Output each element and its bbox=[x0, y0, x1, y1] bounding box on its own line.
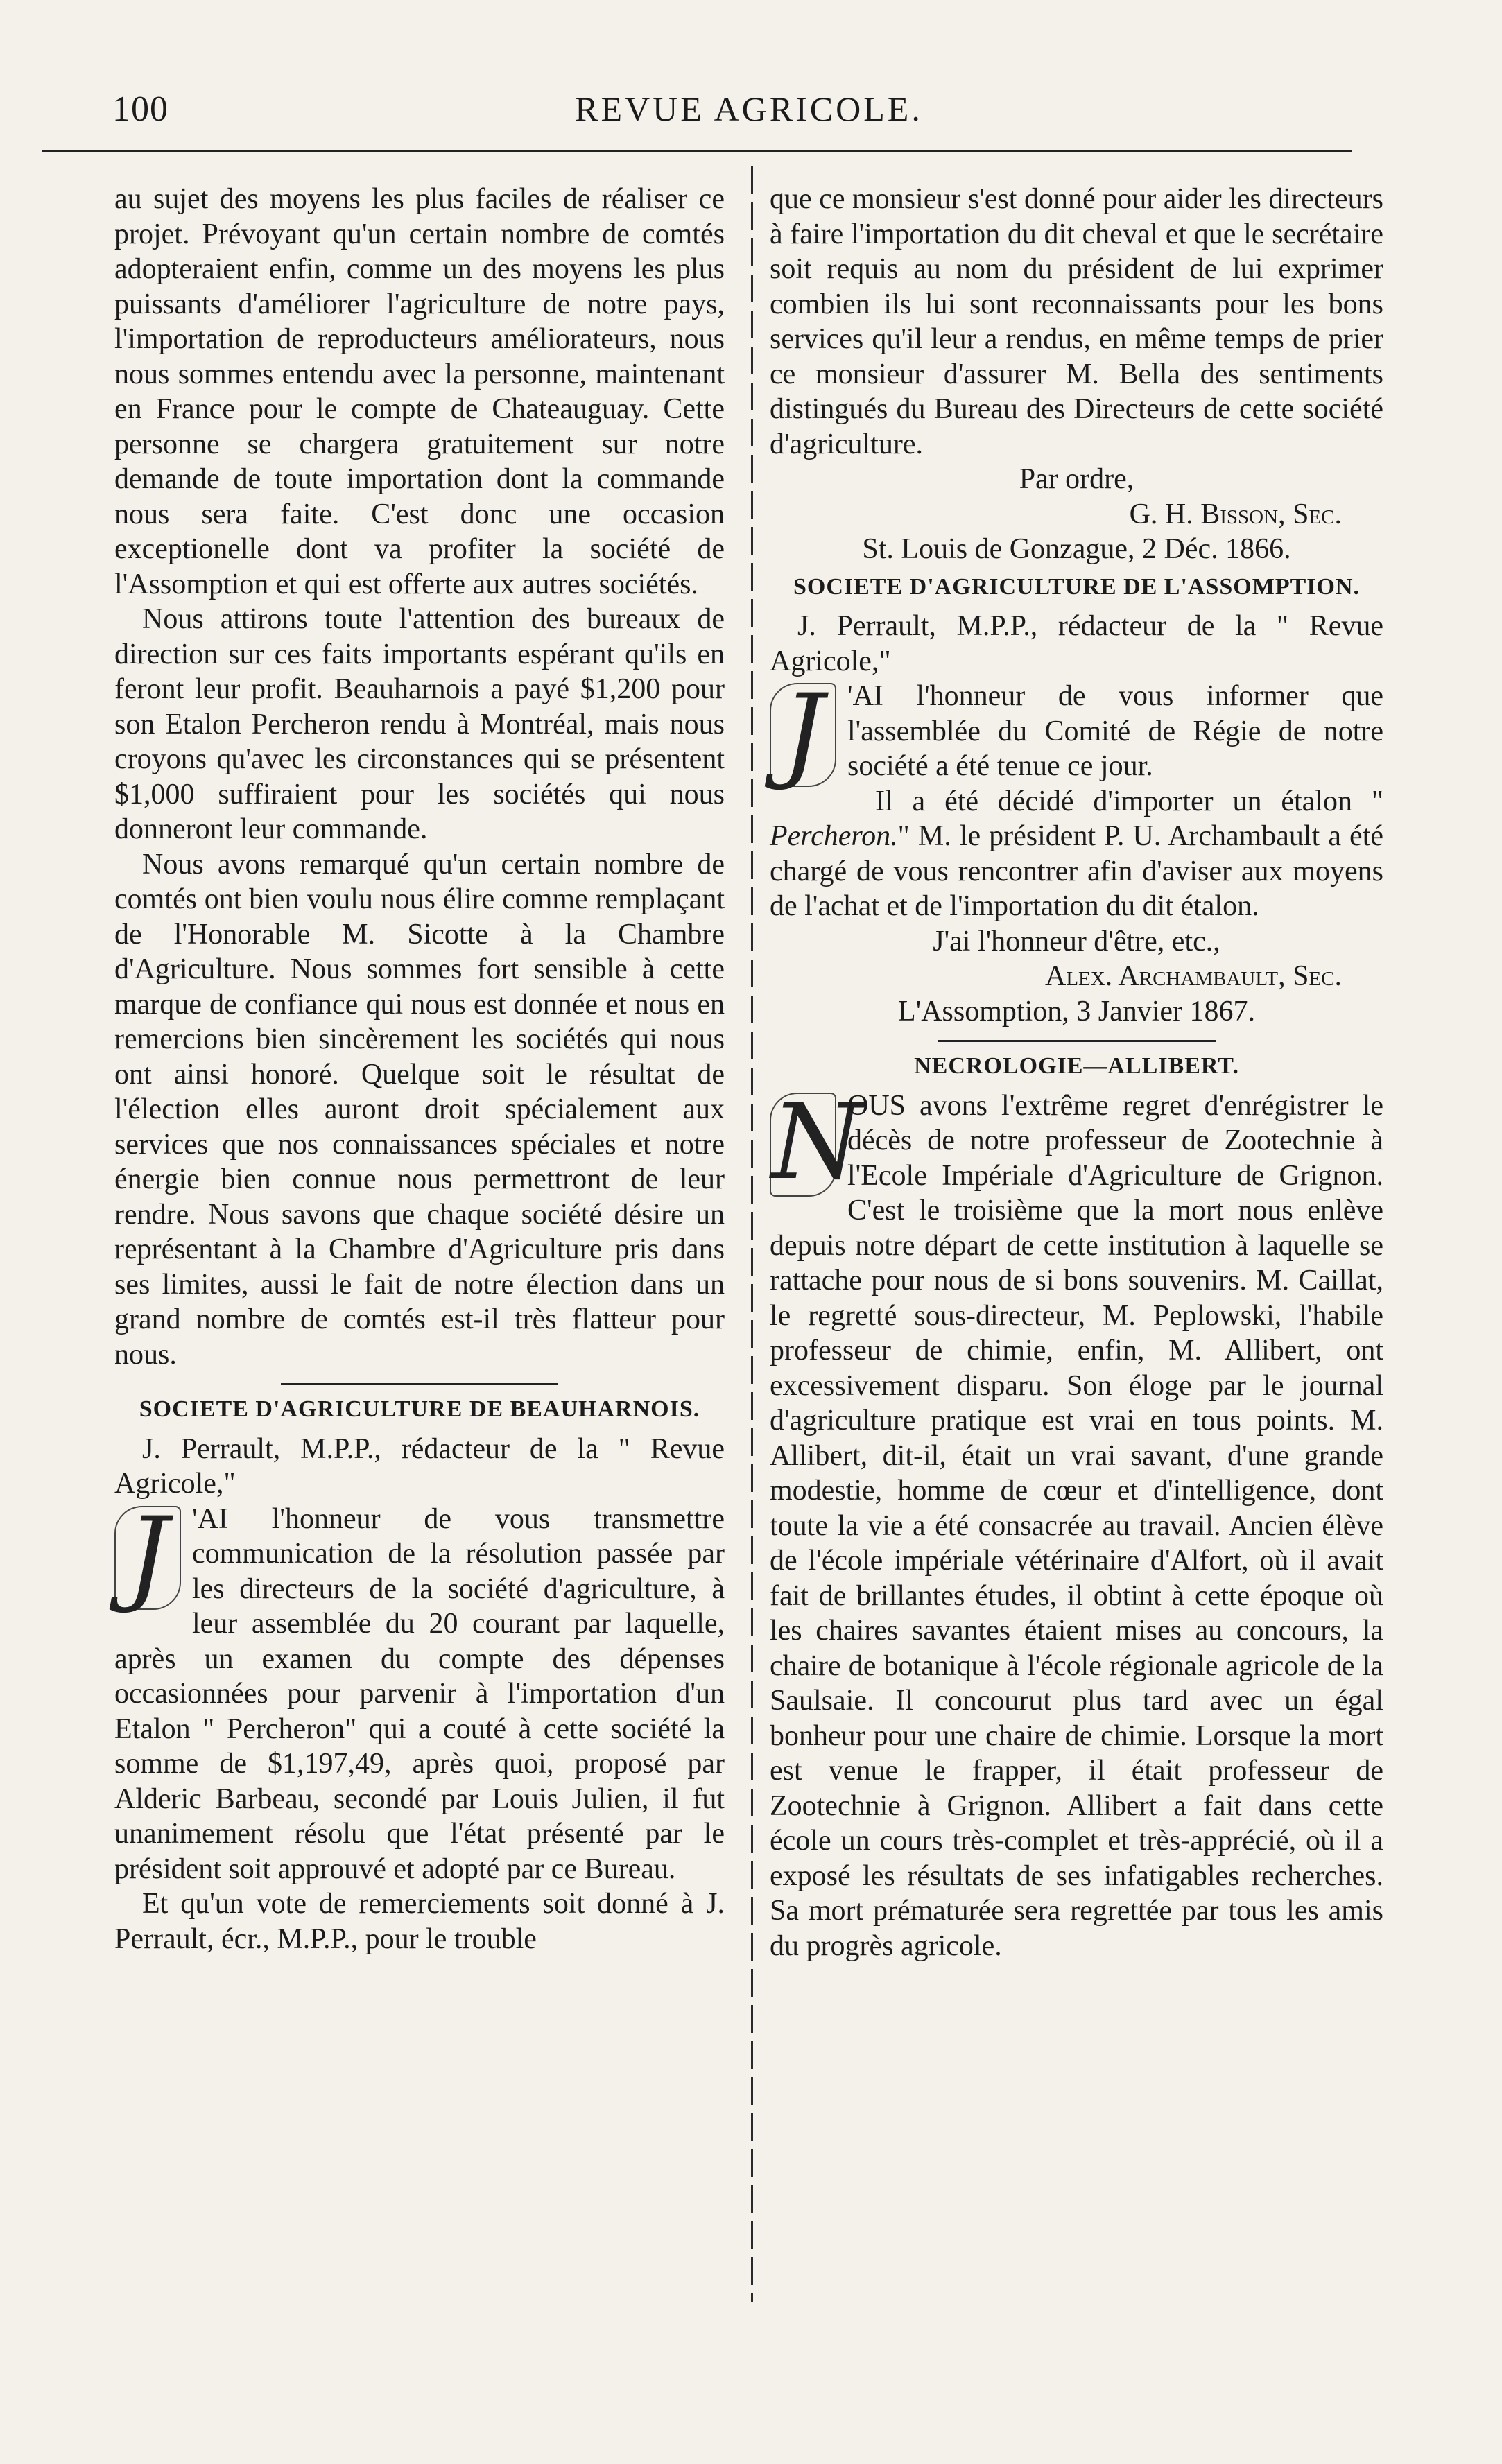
left-column bbox=[114, 182, 725, 1957]
paragraph-text: 'AI l'honneur de vous informer que l'assemblée du Comité de Régie de notre société a été tenue ce jour. bbox=[847, 680, 1383, 782]
letter-address: J. Perrault, M.P.P., rédacteur de la " Revue Agricole," bbox=[770, 610, 1383, 677]
paragraph: que ce monsieur s'est donné pour aider les directeurs à faire l'importation du dit cheval et que le secrétaire soit requis au nom du président de lui exprimer combien ils lui sont reconnaissants pour les bons services qu'il leur a rendus, en même temps de prier ce monsieur d'assurer M. Bella des sentiments distingués du Bureau des Directeurs de cette société d'agriculture. bbox=[770, 183, 1383, 460]
section-rule bbox=[281, 1383, 558, 1385]
paragraph: Nous avons remarqué qu'un certain nombre de comtés ont bien voulu nous élire comme remplaçant de l'Honorable M. Sicotte à la Chambre d'Agriculture. Nous sommes fort sensible à cette marque de confiance qui nous est donnée et nous en remercions bien sincèrement les sociétés qui nous ont ainsi honoré. Quelque soit le résultat de l'élection elles auront droit spécialement aux services que nos connaissances spéciales et notre énergie bien connue nous permettront de leur rendre. Nous savons que chaque société désire un représentant à la Chambre d'Agriculture pris dans ses limites, aussi le fait de notre élection dans un grand nombre de comtés est-il très flatteur pour nous. bbox=[114, 848, 725, 1371]
signature-line: J'ai l'honneur d'être, etc., bbox=[933, 925, 1220, 957]
column-divider bbox=[751, 166, 753, 2302]
paragraph-text: 'AI l'honneur de vous transmettre communication de la résolution passée par les directeurs de la société d'agriculture, à leur assemblée du 20 courant par laquelle, après un examen du compte des dépenses occasionnées pour parvenir à l'importation d'un Etalon " Percheron" qui a couté à cette société la somme de $1,197,49, après quoi, proposé par Alderic Barbeau, secondé par Louis Julien, il fut unanimement résolu que l'état présenté par le président soit approuvé et adopté par ce Bureau. bbox=[114, 1502, 725, 1885]
paragraph-text: OUS avons l'extrême regret d'enrégistrer le décès de notre professeur de Zootechnie à l'Ecole Impériale d'Agriculture de Grignon. C'est le troisième que la mort nous enlève depuis notre départ de cette institution à laquelle se rattache pour nous de si bons souvenirs. M. Caillat, le regretté sous-directeur, M. Peplowski, l'habile professeur de chimie, enfin, M. Allibert, ont excessivement disparu. Son éloge par le journal d'agriculture pratique est vrai en tous points. M. Allibert, dit-il, était un vrai savant, d'une grande modestie, homme de cœur et d'intelligence, dont toute la vie a été consacrée au travail. Ancien élève de l'école impériale vétérinaire d'Alfort, où il avait fait de brillantes études, il obtint à cette époque où les chaires savantes étaient mises au concours, la chaire de botanique à l'école régionale agricole de la Saulsaie. Il concourut plus tard avec un égal bonheur pour une chaire de chimie. Lorsque la mort est venue le frapper, il était professeur de Zootechnie à Grignon. Allibert a fait dans cette école un cours très-complet et très-apprécié, où il a exposé les résultats de ses infatigables recherches. Sa mort prématurée sera regrettée par tous les amis du progrès agricole. bbox=[770, 1089, 1383, 1962]
dateline: St. Louis de Gonzague, 2 Déc. 1866. bbox=[862, 533, 1291, 565]
ornate-dropcap: N bbox=[771, 1082, 863, 1203]
paragraph: Et qu'un vote de remerciements soit donné à J. Perrault, écr., M.P.P., pour le trouble bbox=[114, 1888, 725, 1955]
dateline: L'Assomption, 3 Janvier 1867. bbox=[897, 995, 1256, 1027]
paragraph-text: " M. le président P. U. Archambault a été chargé de vous rencontrer afin d'aviser aux moyens de l'achat et de l'importation du dit étalon. bbox=[770, 820, 1383, 922]
signature-line bbox=[770, 959, 1383, 994]
italic-term: Percheron. bbox=[770, 820, 898, 852]
section-title: NECROLOGIE—ALLIBERT. bbox=[914, 1053, 1239, 1079]
paragraph bbox=[770, 784, 1383, 924]
section-title: SOCIETE D'AGRICULTURE DE BEAUHARNOIS. bbox=[139, 1396, 700, 1422]
signature-line bbox=[770, 497, 1383, 532]
paragraph-text: Il a été décidé d'importer un étalon " bbox=[875, 785, 1383, 817]
header-rule bbox=[42, 150, 1352, 152]
running-title: REVUE AGRICOLE. bbox=[575, 89, 923, 128]
letter-address: J. Perrault, M.P.P., rédacteur de la " Revue Agricole," bbox=[114, 1432, 725, 1500]
paragraph: au sujet des moyens les plus faciles de réaliser ce projet. Prévoyant qu'un certain nombre de comtés adopteraient enfin, comme un des moyens les plus puissants d'améliorer l'agriculture de notre pays, l'importation de reproducteurs améliorateurs, nous nous sommes entendu avec la personne, maintenant en France pour le compte de Chateauguay. Cette personne se chargera gratuitement sur notre demande de toute importation dont la commande nous sera faite. C'est donc une occasion exceptionelle dont va profiter la société de l'Assomption et qui est offerte aux autres sociétés. bbox=[114, 183, 725, 600]
page-number: 100 bbox=[112, 89, 169, 129]
signature-line: Par ordre, bbox=[1019, 463, 1134, 495]
obituary-body bbox=[770, 1082, 1383, 1964]
ornate-dropcap: J bbox=[770, 683, 836, 787]
signature-name: G. H. Bisson, Sec. bbox=[1129, 498, 1342, 530]
letter-body bbox=[770, 673, 1383, 793]
right-column bbox=[770, 182, 1383, 1963]
letter-body bbox=[114, 1495, 725, 1887]
section-title: SOCIETE D'AGRICULTURE DE L'ASSOMPTION. bbox=[793, 573, 1361, 600]
paragraph: Nous attirons toute l'attention des bureaux de direction sur ces faits importants espérant qu'ils en feront leur profit. Beauharnois a payé $1,200 pour son Etalon Percheron rendu à Montréal, mais nous croyons qu'avec les circonstances qui se présentent $1,000 suffiraient pour les sociétés qui nous donneront leur commande. bbox=[114, 603, 725, 845]
section-rule bbox=[938, 1040, 1216, 1042]
ornate-dropcap: J bbox=[114, 1506, 181, 1610]
signature-name: Alex. Archambault, Sec. bbox=[1045, 960, 1342, 992]
page-header bbox=[104, 82, 1394, 137]
